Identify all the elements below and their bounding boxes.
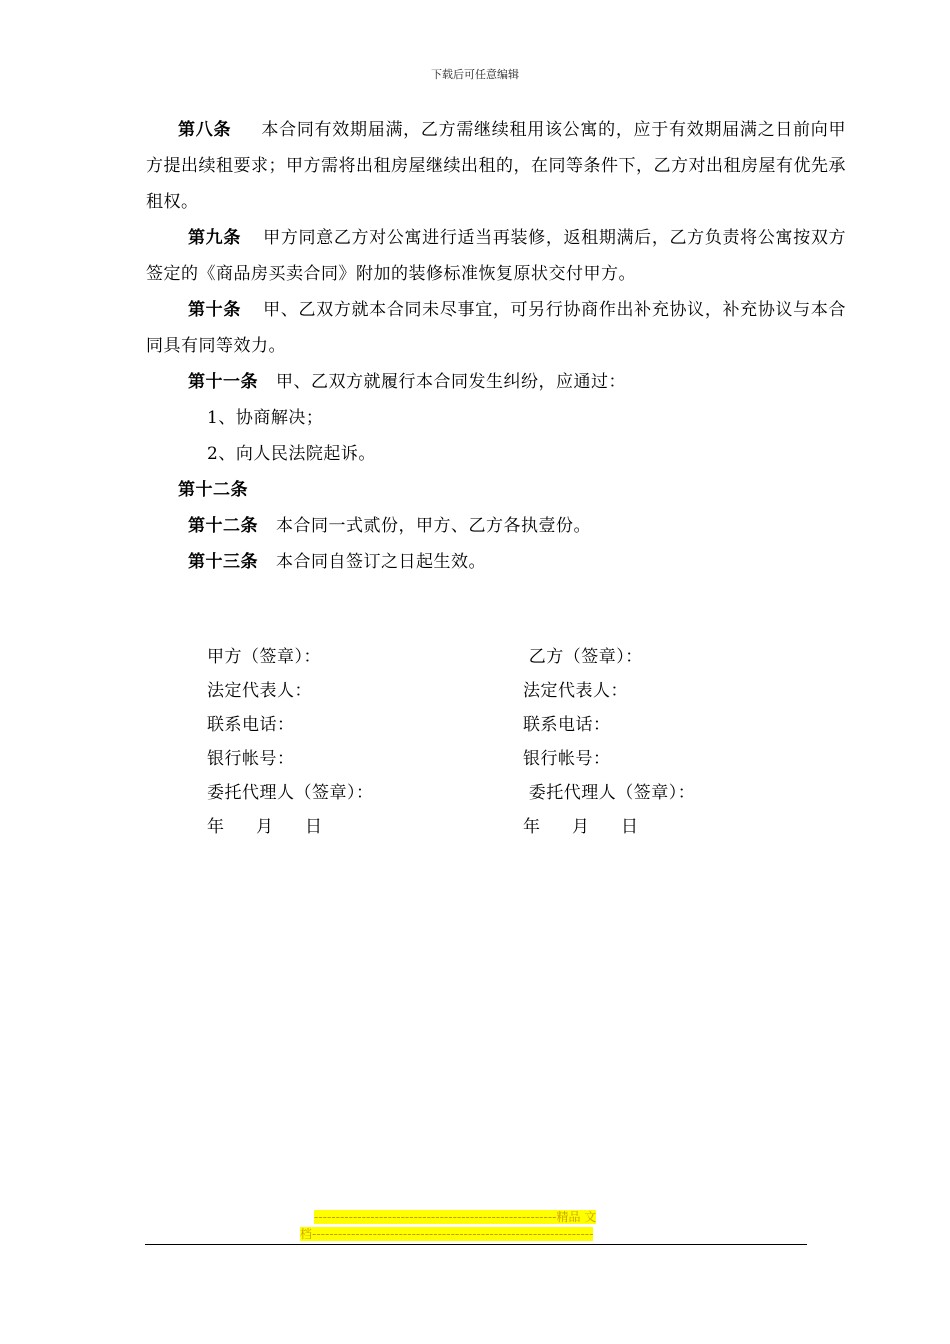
date-month: 月 bbox=[572, 817, 590, 837]
footer-divider bbox=[145, 1244, 807, 1245]
article-label: 第十二条 bbox=[178, 480, 248, 500]
signature-block bbox=[207, 640, 767, 844]
article-8 bbox=[146, 112, 846, 220]
article-label: 第十二条 bbox=[188, 516, 258, 536]
footer-line-1 bbox=[300, 1209, 650, 1226]
footer-text: 档----------------------------------------------------------------- bbox=[300, 1227, 594, 1241]
article-12 bbox=[146, 508, 846, 544]
article-text: 甲方同意乙方对公寓进行适当再装修，返租期满后，乙方负责将公寓按双方签定的《商品房买卖合同》附加的装修标准恢复原状交付甲方。 bbox=[146, 228, 846, 284]
party-a-bank: 银行帐号： bbox=[207, 749, 295, 769]
article-text: 本合同有效期届满，乙方需继续租用该公寓的，应于有效期届满之日前向甲方提出续租要求；甲方需将出租房屋继续出租的，在同等条件下，乙方对出租房屋有优先承租权。 bbox=[146, 120, 847, 212]
article-12-heading bbox=[146, 472, 846, 508]
signature-row-bank bbox=[207, 742, 767, 776]
date-day: 日 bbox=[621, 817, 639, 837]
article-label: 第九条 bbox=[188, 228, 241, 248]
article-text: 本合同一式贰份，甲方、乙方各执壹份。 bbox=[276, 516, 591, 536]
article-label: 第八条 bbox=[178, 120, 232, 140]
footer-text: --------------------------------------------------------精品 文 bbox=[314, 1210, 597, 1224]
signature-row-sign bbox=[207, 640, 767, 674]
party-a-phone: 联系电话： bbox=[207, 715, 295, 735]
list-item: 2、向人民法院起诉。 bbox=[207, 444, 376, 464]
date-year: 年 bbox=[207, 817, 225, 837]
list-item: 1、协商解决； bbox=[207, 408, 324, 428]
date-day: 日 bbox=[305, 817, 323, 837]
party-b-bank: 银行帐号： bbox=[523, 749, 611, 769]
footer-line-2 bbox=[300, 1226, 650, 1243]
signature-row-phone bbox=[207, 708, 767, 742]
page-header-note: 下载后可任意编辑 bbox=[431, 68, 519, 81]
signature-row-agent bbox=[207, 776, 767, 810]
article-13 bbox=[146, 544, 846, 580]
article-text: 本合同自签订之日起生效。 bbox=[276, 552, 486, 572]
signature-row-rep bbox=[207, 674, 767, 708]
party-b-phone: 联系电话： bbox=[523, 715, 611, 735]
article-label: 第十三条 bbox=[188, 552, 258, 572]
party-b-agent: 委托代理人（签章）： bbox=[528, 783, 696, 803]
party-a-agent: 委托代理人（签章）： bbox=[207, 783, 374, 803]
article-9 bbox=[146, 220, 846, 292]
article-text: 甲、乙双方就本合同未尽事宜，可另行协商作出补充协议，补充协议与本合同具有同等效力。 bbox=[146, 300, 846, 356]
date-month: 月 bbox=[256, 817, 274, 837]
article-text: 甲、乙双方就履行本合同发生纠纷，应通过： bbox=[276, 372, 626, 392]
article-label: 第十条 bbox=[188, 300, 241, 320]
party-a-sign: 甲方（签章）： bbox=[207, 647, 321, 667]
footer-watermark bbox=[300, 1209, 650, 1243]
signature-row-date bbox=[207, 810, 767, 844]
party-a-rep: 法定代表人： bbox=[207, 681, 312, 701]
party-b-sign: 乙方（签章）： bbox=[528, 647, 643, 667]
article-11 bbox=[146, 364, 846, 400]
article-10 bbox=[146, 292, 846, 364]
date-year: 年 bbox=[523, 817, 541, 837]
party-a-date bbox=[207, 810, 523, 844]
article-label: 第十一条 bbox=[188, 372, 258, 392]
party-b-date bbox=[523, 810, 763, 844]
contract-body bbox=[146, 112, 846, 580]
party-b-rep: 法定代表人： bbox=[523, 681, 628, 701]
